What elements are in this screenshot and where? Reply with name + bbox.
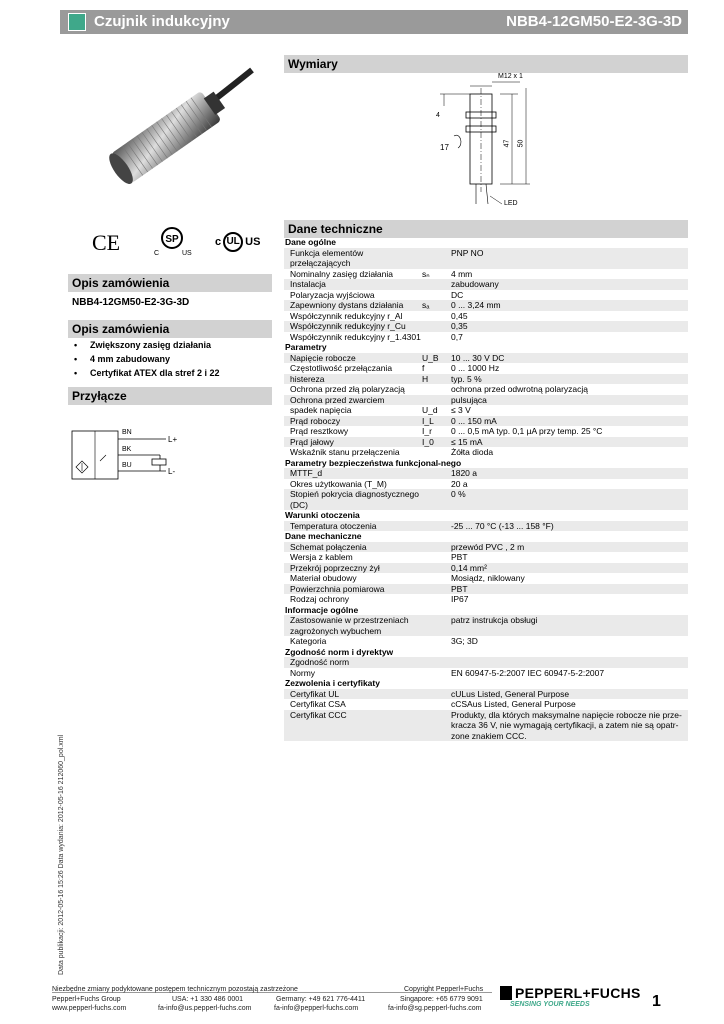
tech-label: Prąd jałowy <box>290 436 334 447</box>
csa-c-label: C <box>154 250 160 257</box>
dim-17: 17 <box>440 143 449 152</box>
footer-usa-mail[interactable]: fa-info@us.pepperl-fuchs.com <box>158 1005 252 1012</box>
tech-value: 0,7 <box>451 331 463 342</box>
footer-de: Germany: +49 621 776-4411 <box>276 996 366 1003</box>
tech-symbol <box>422 552 451 563</box>
tech-label: Częstotliwość przełączania <box>290 363 393 373</box>
list-item: • 4 mm zabudowany <box>74 354 220 364</box>
tech-group-heading: Zgodność norm i dyrektyw <box>285 646 394 657</box>
dim-led: LED <box>504 200 518 207</box>
table-row <box>284 290 688 301</box>
footer-sg: Singapore: +65 6779 9091 <box>400 996 483 1003</box>
svg-text:SP: SP <box>165 234 179 245</box>
tech-symbol: I_L <box>422 415 434 426</box>
publication-info: Data publikacji: 2012-05-16 15:26 Data wydania: 2012-05-16 212060_pol.xml <box>58 734 65 975</box>
tech-symbol: H <box>422 373 429 384</box>
tech-symbol <box>422 573 451 584</box>
tech-symbol <box>422 447 451 458</box>
tech-label: Certyfikat CCC <box>290 709 347 720</box>
table-row <box>284 542 688 553</box>
tech-value: ≤ 3 V <box>451 405 471 415</box>
tech-value: Mosiądz, niklowany <box>451 573 525 583</box>
dim-thread: M12 x 1 <box>498 73 523 80</box>
tech-value <box>451 657 688 668</box>
tech-value: PBT <box>451 552 468 562</box>
table-row <box>284 405 688 416</box>
tech-group-heading: Dane mechaniczne <box>285 531 362 541</box>
tech-value: 0,45 <box>451 310 468 321</box>
tech-value: 10 ... 30 V DC <box>451 352 505 363</box>
tech-label: Instalacja <box>290 279 326 289</box>
tech-label: MTTF_d <box>290 468 323 478</box>
table-row <box>284 437 688 448</box>
tech-group-heading: Warunki otoczenia <box>285 510 360 520</box>
table-row <box>284 521 688 532</box>
tech-symbol <box>422 615 451 636</box>
tech-value: 0 ... 150 mA <box>451 415 497 426</box>
table-row <box>284 615 688 636</box>
tech-symbol <box>422 479 451 490</box>
tech-value: DC <box>451 289 464 300</box>
tech-value: patrz instrukcja obsługi <box>451 615 538 625</box>
tech-value: typ. 5 % <box>451 373 482 384</box>
logo-mark-icon <box>500 986 512 1000</box>
tech-value: 0,14 mm² <box>451 562 487 573</box>
footer-group: Pepperl+Fuchs Group <box>52 996 121 1003</box>
table-row <box>284 668 688 679</box>
tech-symbol: sₐ <box>422 300 430 310</box>
tech-value: 1820 a <box>451 468 477 478</box>
tech-symbol <box>422 710 451 742</box>
tech-symbol: U_B <box>422 352 439 363</box>
model-number: NBB4-12GM50-E2-3G-3D <box>506 13 682 30</box>
tech-label: Kategoria <box>290 636 327 646</box>
wire-lplus: L+ <box>168 435 178 444</box>
tech-label: Schemat połączenia <box>290 541 367 552</box>
tech-value: cULus Listed, General Purpose <box>451 688 570 699</box>
table-row <box>284 353 688 364</box>
table-row <box>284 384 688 395</box>
table-row <box>284 594 688 605</box>
ce-mark: CE <box>92 230 121 255</box>
tech-label: Nominalny zasięg działania <box>290 268 394 279</box>
tech-value: pulsująca <box>451 394 487 405</box>
brand-square-icon <box>68 13 86 31</box>
tech-symbol: sₙ <box>422 268 430 279</box>
footer-copyright: Copyright Pepperl+Fuchs <box>404 986 484 993</box>
tech-symbol <box>422 689 451 700</box>
footer-web[interactable]: www.pepperl-fuchs.com <box>52 1005 127 1012</box>
table-row <box>284 699 688 710</box>
ul-c-label: c <box>215 236 222 248</box>
table-row <box>284 584 688 595</box>
pepperl-fuchs-logo <box>500 985 641 1008</box>
footer-notice: Niezbędne zmiany podyktowane postępem technicznym pozostają zastrzeżone <box>52 986 298 993</box>
wire-bu: BU <box>122 462 132 469</box>
tech-value: 0 ... 3,24 mm <box>451 300 501 310</box>
tech-group-heading: Parametry <box>285 342 327 352</box>
dimensions-heading: Wymiary <box>284 55 688 73</box>
list-item: • Certyfikat ATEX dla stref 2 i 22 <box>74 368 220 378</box>
tech-label: Okres użytkowania (T_M) <box>290 478 387 489</box>
table-row <box>284 374 688 385</box>
tech-label: Zapewniony dystans działania <box>290 300 404 310</box>
tech-value: zabudowany <box>451 279 499 289</box>
tech-symbol <box>422 521 451 532</box>
tech-label: Stopień pokrycia diagnostycznego (DC) <box>290 489 419 510</box>
tech-label: Ochrona przed złą polaryzacją <box>290 384 405 394</box>
tech-label: Prąd resztkowy <box>290 426 349 436</box>
tech-value: 4 mm <box>451 268 473 279</box>
footer-sg-mail[interactable]: fa-info@sg.pepperl-fuchs.com <box>388 1005 482 1012</box>
ul-mark <box>215 232 260 252</box>
table-row <box>284 468 688 479</box>
footer-usa: USA: +1 330 486 0001 <box>172 996 244 1003</box>
tech-value: 20 a <box>451 478 468 489</box>
tech-label: Współczynnik redukcyjny r_1.4301 <box>290 331 421 342</box>
tech-value: PNP NO <box>451 247 484 258</box>
tech-symbol <box>422 657 451 668</box>
tech-value: cCSAus Listed, General Purpose <box>451 699 576 709</box>
tech-heading: Dane techniczne <box>284 220 688 238</box>
tech-value: ≤ 15 mA <box>451 436 483 447</box>
tech-value: Żółta dioda <box>451 447 494 457</box>
table-row <box>284 573 688 584</box>
tech-symbol <box>422 636 451 647</box>
tech-symbol <box>422 290 451 301</box>
page-title: Czujnik indukcyjny <box>94 13 230 30</box>
table-row <box>284 416 688 427</box>
tech-label: Polaryzacja wyjściowa <box>290 289 375 300</box>
tech-label: Zgodność norm <box>290 657 350 667</box>
table-row <box>284 657 688 668</box>
tech-symbol <box>422 332 451 343</box>
tech-value: przewód PVC , 2 m <box>451 541 525 552</box>
tech-label: Współczynnik redukcyjny r_Cu <box>290 321 406 331</box>
tech-label: Funkcja elementów przełączających <box>290 247 364 268</box>
table-row <box>284 269 688 280</box>
tech-symbol <box>422 542 451 553</box>
tech-value: EN 60947-5-2:2007 IEC 60947-5-2:2007 <box>451 667 605 678</box>
tech-symbol <box>422 668 451 679</box>
logo-brand: PEPPERL+FUCHS <box>515 985 641 1001</box>
tech-value: ochrona przed odwrotną polaryzacją <box>451 384 589 394</box>
table-row <box>284 300 688 311</box>
feature-list <box>74 340 220 382</box>
tech-label: spadek napięcia <box>290 405 352 415</box>
tech-symbol <box>422 279 451 290</box>
connection-heading: Przyłącze <box>68 387 272 405</box>
tech-table <box>284 237 688 741</box>
tech-label: Przekrój poprzeczny żył <box>290 562 380 573</box>
table-row <box>284 279 688 290</box>
sensor-photo <box>92 60 262 210</box>
tech-label: Wersja z kablem <box>290 552 353 562</box>
tech-symbol: I_r <box>422 426 432 436</box>
tech-symbol <box>422 384 451 395</box>
table-row <box>284 332 688 343</box>
tech-group-heading: Informacje ogólne <box>285 604 359 615</box>
tech-label: Rodzaj ochrony <box>290 594 350 604</box>
table-row <box>284 563 688 574</box>
tech-symbol <box>422 311 451 322</box>
tech-label: Współczynnik redukcyjny r_Al <box>290 310 403 321</box>
tech-group-heading: Zezwolenia i certyfikaty <box>285 678 380 688</box>
wire-bk: BK <box>122 446 132 453</box>
tech-label: histereza <box>290 373 325 384</box>
order-heading-1: Opis zamówienia <box>68 274 272 292</box>
order-code: NBB4-12GM50-E2-3G-3D <box>72 297 190 308</box>
tech-label: Ochrona przed zwarciem <box>290 394 385 405</box>
table-row <box>284 363 688 374</box>
table-row <box>284 321 688 332</box>
tech-symbol: U_d <box>422 405 438 415</box>
tech-group-heading: Dane ogólne <box>285 237 337 247</box>
table-row <box>284 710 688 742</box>
tech-symbol <box>422 395 451 406</box>
table-row <box>284 552 688 563</box>
csa-us-label: US <box>182 250 192 257</box>
table-row <box>284 395 688 406</box>
tech-value: Produkty, dla których maksymalne napięcie robocze nie prze-kracza 36 V, nie wymagają certyfikacji, a zatem nie są opatr-zone znakiem CCC. <box>451 709 682 741</box>
wire-bn: BN <box>122 429 132 436</box>
tech-value: 0 ... 0,5 mA typ. 0,1 µA przy temp. 25 °C <box>451 426 603 436</box>
tech-group-heading: Parametry bezpieczeństwa funkcjonal-nego <box>285 457 462 468</box>
table-row <box>284 248 688 269</box>
table-row <box>284 447 688 458</box>
dim-4: 4 <box>436 112 440 119</box>
tech-value: 3G; 3D <box>451 636 478 646</box>
tech-label: Wskaźnik stanu przełączenia <box>290 447 400 457</box>
tech-symbol: f <box>422 363 425 373</box>
tech-symbol <box>422 468 451 479</box>
tech-label: Zastosowanie w przestrzeniach zagrożonych wybuchem <box>290 615 409 636</box>
tech-label: Prąd roboczy <box>290 415 341 426</box>
tech-label: Certyfikat CSA <box>290 699 346 709</box>
footer-de-mail[interactable]: fa-info@pepperl-fuchs.com <box>274 1005 359 1012</box>
logo-tagline: SENSING YOUR NEEDS <box>510 1001 590 1008</box>
tech-value: PBT <box>451 583 468 594</box>
tech-value: IP67 <box>451 594 469 604</box>
page-number: 1 <box>652 993 661 1010</box>
tech-label: Temperatura otoczenia <box>290 520 377 531</box>
tech-symbol <box>422 321 451 332</box>
dim-47: 47 <box>503 139 511 148</box>
tech-symbol <box>422 563 451 574</box>
tech-label: Normy <box>290 667 316 678</box>
order-heading-2: Opis zamówienia <box>68 320 272 338</box>
tech-value: 0 ... 1000 Hz <box>451 363 500 373</box>
tech-label: Certyfikat UL <box>290 688 340 699</box>
table-row <box>284 311 688 322</box>
table-row <box>284 489 688 510</box>
tech-symbol: I_0 <box>422 436 434 447</box>
tech-value: 0,35 <box>451 321 468 331</box>
table-row <box>284 426 688 437</box>
tech-value: 0 % <box>451 489 466 499</box>
table-row <box>284 636 688 647</box>
list-item: • Zwiększony zasięg działania <box>74 340 220 350</box>
tech-symbol <box>422 594 451 605</box>
table-row <box>284 689 688 700</box>
tech-value: -25 ... 70 °C (-13 ... 158 °F) <box>451 520 554 531</box>
tech-symbol <box>422 489 451 510</box>
tech-label: Napięcie robocze <box>290 352 356 363</box>
tech-label: Powierzchnia pomiarowa <box>290 583 385 594</box>
tech-symbol <box>422 248 451 269</box>
dim-50: 50 <box>517 139 525 148</box>
tech-label: Materiał obudowy <box>290 573 357 583</box>
title-bar <box>60 10 688 34</box>
wire-lminus: L- <box>168 467 176 476</box>
tech-symbol <box>422 584 451 595</box>
ul-circle-icon: UL <box>223 232 243 252</box>
table-row <box>284 479 688 490</box>
ul-us-label: US <box>245 236 261 248</box>
tech-symbol <box>422 699 451 710</box>
